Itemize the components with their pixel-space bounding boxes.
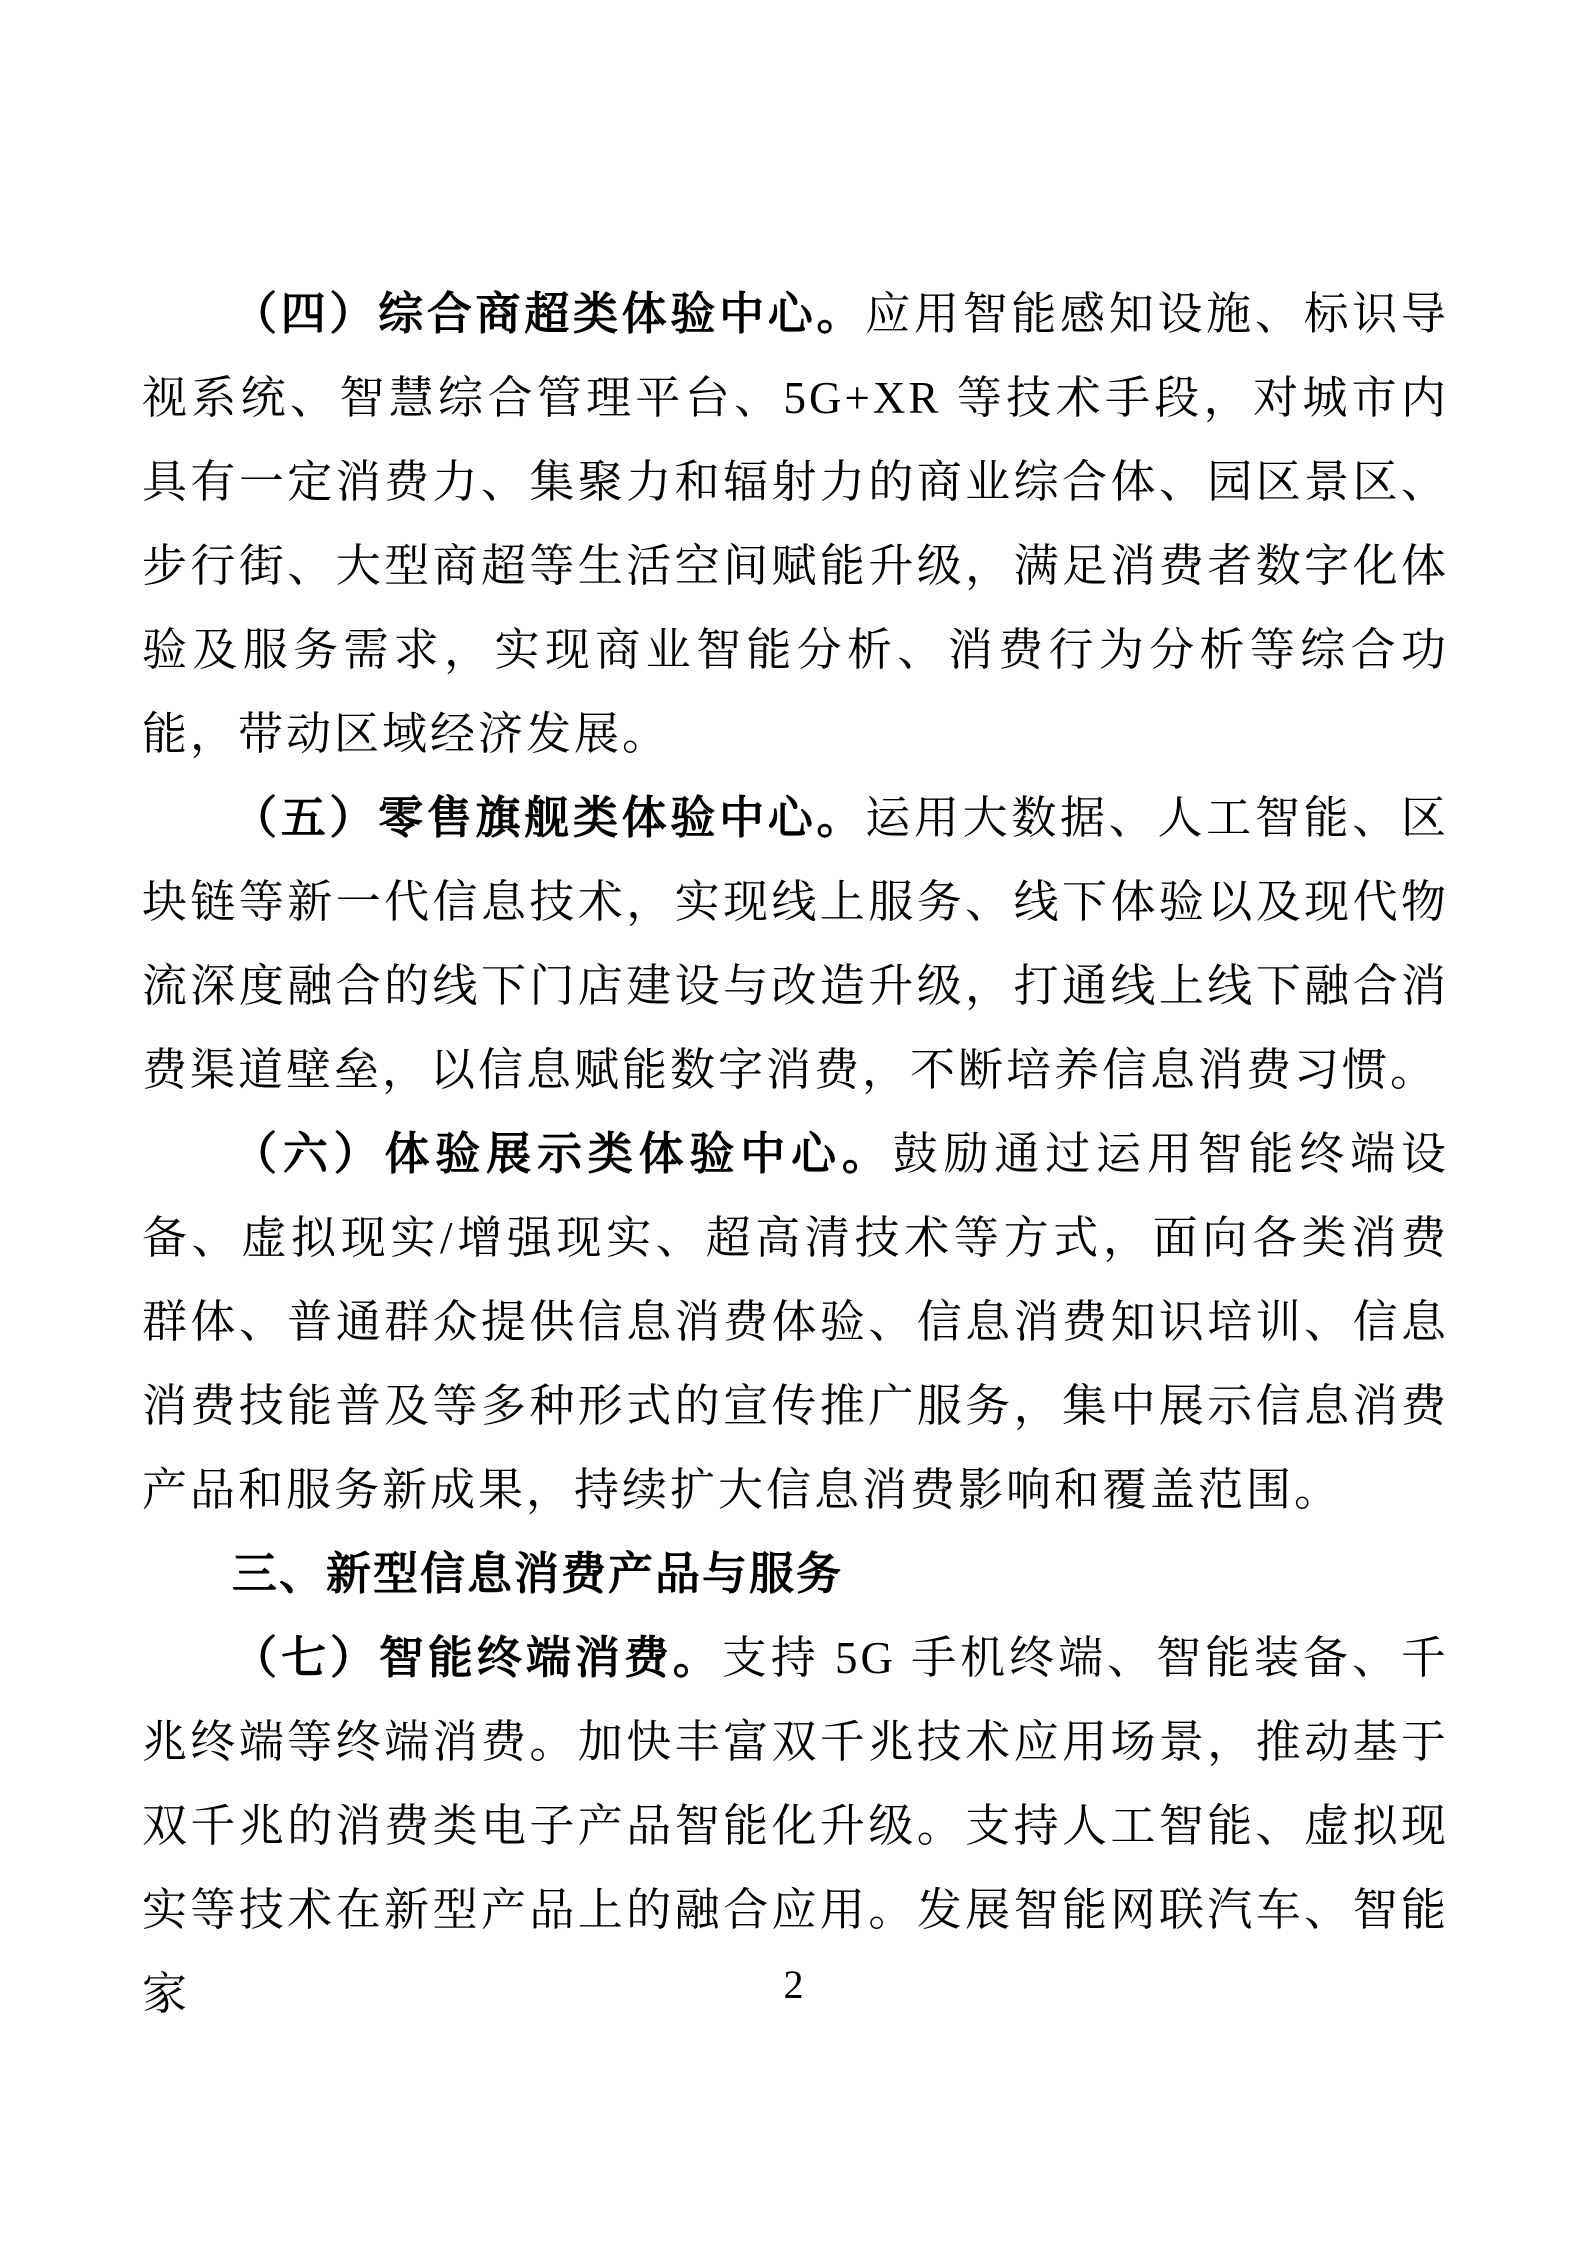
paragraph-item-4-lead: （四）综合商超类体验中心。 (232, 289, 866, 339)
paragraph-item-6 (142, 1112, 1449, 1532)
paragraph-item-6-body: 鼓励通过运用智能终端设备、虚拟现实/增强现实、超高清技术等方式，面向各类消费群体、普通群众提供信息消费体验、信息消费知识培训、信息消费技能普及等多种形式的宣传推广服务，集中展示信息消费产品和服务新成果，持续扩大信息消费影响和覆盖范围。 (142, 1129, 1449, 1515)
section-heading: 三、新型信息消费产品与服务 (232, 1548, 844, 1599)
paragraph-item-7-body: 支持 5G 手机终端、智能装备、千兆终端等终端消费。加快丰富双千兆技术应用场景，推动基于双千兆的消费类电子产品智能化升级。支持人工智能、虚拟现实等技术在新型产品上的融合应用。发展智能网联汽车、智能家 (142, 1633, 1449, 2019)
paragraph-item-5-lead: （五）零售旗舰类体验中心。 (232, 793, 866, 843)
paragraph-item-5 (142, 776, 1449, 1112)
paragraph-item-4-body: 应用智能感知设施、标识导视系统、智慧综合管理平台、5G+XR 等技术手段，对城市内具有一定消费力、集聚力和辐射力的商业综合体、园区景区、步行街、大型商超等生活空间赋能升级，满足消费者数字化体验及服务需求，实现商业智能分析、消费行为分析等综合功能，带动区域经济发展。 (142, 289, 1449, 759)
paragraph-item-5-body: 运用大数据、人工智能、区块链等新一代信息技术，实现线上服务、线下体验以及现代物流深度融合的线下门店建设与改造升级，打通线上线下融合消费渠道壁垒，以信息赋能数字消费，不断培养信息消费习惯。 (142, 793, 1449, 1095)
paragraph-item-4 (142, 272, 1449, 776)
paragraph-item-7-lead: （七）智能终端消费。 (232, 1633, 722, 1683)
paragraph-item-6-lead: （六）体验展示类体验中心。 (232, 1129, 893, 1179)
page-number: 2 (783, 1962, 804, 2007)
